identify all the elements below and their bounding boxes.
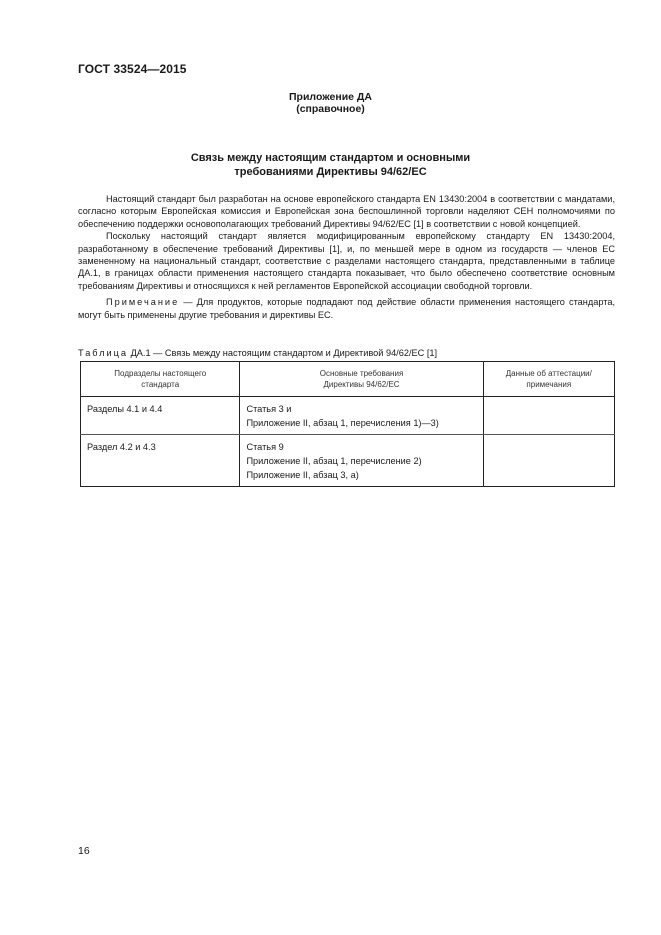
note-paragraph [78, 296, 615, 321]
section-title-line-2: требованиями Директивы 94/62/ЕС [234, 165, 427, 178]
table-row [81, 435, 615, 487]
header-cell-notes: Данные об аттестации/ примечания [483, 362, 614, 397]
annex-subtitle: (справочное) [296, 103, 365, 115]
table-header-row [81, 362, 615, 397]
document-code: ГОСТ 33524—2015 [78, 62, 187, 76]
paragraph-1: Настоящий стандарт был разработан на основе европейского стандарта EN 13430:2004 в соответствии с мандатами, согласно которым Европейская комиссия и Европейская зона беспошлинной торговли наделяют СЕН полномочиями по обеспечению поддержки основополагающих требований Директивы 94/62/ЕС [1] в соответствии с новой концепцией. [78, 194, 615, 229]
table-cell-requirements: Статья 9 Приложение II, абзац 1, перечисление 2) Приложение II, абзац 3, а) [240, 435, 483, 487]
body-text [78, 193, 615, 321]
requirements-table [80, 361, 615, 487]
table-cell-section: Разделы 4.1 и 4.4 [81, 397, 240, 435]
annex-title: Приложение ДА [289, 91, 372, 103]
header-cell-requirements: Основные требования Директивы 94/62/ЕС [240, 362, 483, 397]
note-label: Примечание [106, 297, 180, 308]
table-cell-section: Раздел 4.2 и 4.3 [81, 435, 240, 487]
table-caption-text: ДА.1 — Связь между настоящим стандартом и Директивой 94/62/ЕС [1] [128, 348, 438, 358]
section-title [0, 152, 661, 179]
table-cell-requirements: Статья 3 и Приложение II, абзац 1, перечисления 1)—3) [240, 397, 483, 435]
note-text: — Для продуктов, которые подпадают под действие области применения настоящего стандарта, могут быть применены другие требования и директивы ЕС. [78, 297, 615, 320]
page-number: 16 [78, 845, 90, 857]
table-caption [78, 348, 437, 358]
section-title-line-1: Связь между настоящим стандартом и основными [190, 152, 471, 164]
table-cell-notes [483, 435, 614, 487]
table-caption-label: Таблица [78, 348, 129, 358]
annex-heading [0, 91, 661, 115]
table-cell-notes [483, 397, 614, 435]
table-row [81, 397, 615, 435]
header-cell-sections: Подразделы настоящего стандарта [81, 362, 240, 397]
paragraph-2: Поскольку настоящий стандарт является модифицированным европейскому стандарту EN 13430:2004, разработанному в обеспечение требований Директивы [1], и, по меньшей мере в одном из государств — членов ЕС замененному на национальный стандарт, соответствие с разделами настоящего стандарта, представленными в таблице ДА.1, в границах области применения настоящего стандарта показывает, что было обеспечено соответствие основным требованиям Директивы и относящихся к ней регламентов Европейской ассоциации свободной торговли. [78, 231, 615, 291]
